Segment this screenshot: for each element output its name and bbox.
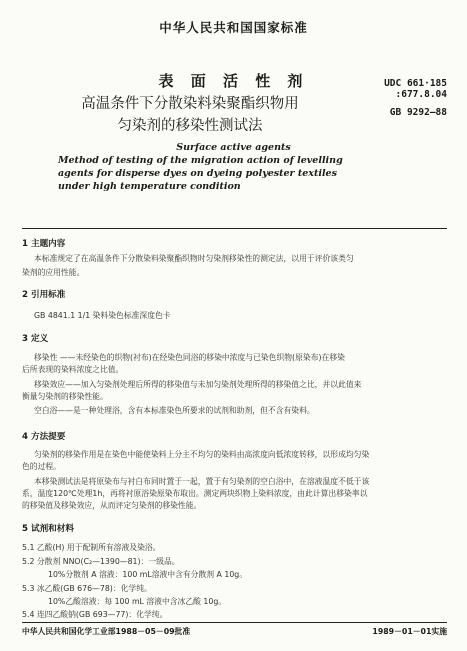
udc-code-2: :677.8.04 bbox=[395, 89, 447, 100]
section-3-para-2: 后所表现的染料浓度之比值。 bbox=[22, 365, 124, 374]
section-3-para-5: 空白浴——是一种处理浴，含有本标准染色所要求的试剂和助剂，但不含有染料。 bbox=[34, 406, 315, 415]
section-3-para-4: 衡量匀染剂的移染性能。 bbox=[22, 392, 108, 401]
section-4-para-2: 色的过程。 bbox=[22, 462, 61, 471]
section-1-title: 1 主题内容 bbox=[22, 239, 66, 249]
section-1-para-1: 本标准规定了在高温条件下分散染料染聚酯织物时匀染剂移染性的测定法，以用于评价该类匀 bbox=[34, 254, 354, 263]
title-line-2: 高温条件下分散染料染聚酯织物用 bbox=[81, 96, 299, 112]
title-line-3: 匀染剂的移染性测试法 bbox=[117, 118, 263, 134]
section-2-para-1: GB 4841.1 1/1 染料染色标准深度色卡 bbox=[34, 311, 171, 320]
udc-code: UDC 661·185 bbox=[384, 78, 447, 89]
section-5-2: 5.2 分散剂 NNO(C₂—1390—81)：一级品。 bbox=[22, 557, 180, 566]
section-4-para-3: 本移染测试法是将原染布与衬白布同时置于一起，置于有匀染剂的空白浴中，在溶液温度不低于该 bbox=[34, 477, 370, 486]
gb-code: GB 9292—88 bbox=[389, 107, 447, 118]
footer-effective: 1989－01－01实施 bbox=[372, 627, 447, 636]
title-line-1: 表 面 活 性 剂 bbox=[158, 72, 309, 90]
section-5-3b: 10%乙酸溶液：每 100 mL 溶液中含冰乙酸 10g。 bbox=[48, 597, 227, 606]
section-3-para-3: 移染效应——加入匀染剂处理后所得的移染值与未加匀染剂处理所得的移染值之比，并以此值来 bbox=[34, 380, 362, 389]
section-2-title: 2 引用标准 bbox=[22, 290, 66, 300]
section-5-1: 5.1 乙酸(H) 用于配制所有溶液及染浴。 bbox=[22, 543, 161, 552]
section-1-para-2: 染剂的应用性能。 bbox=[22, 268, 85, 277]
section-5-4: 5.4 连四乙酸钠(GB 693—77)：化学纯。 bbox=[22, 610, 168, 619]
header-org: 中华人民共和国国家标准 bbox=[159, 20, 308, 35]
footer-approval: 中华人民共和国化学工业部1988－05－09批准 bbox=[22, 627, 191, 636]
english-title-4: under high temperature condition bbox=[58, 181, 241, 192]
section-4-para-4: 系，温度120℃处理1h，再将衬原浴染原染布取出。测定两块织物上染料浓度，由此计算出移染率以 bbox=[22, 489, 368, 498]
section-3-title: 3 定义 bbox=[22, 334, 49, 344]
bottom-rule bbox=[22, 622, 447, 623]
section-3-para-1: 移染性 ——未经染色的织物(衬布)在经染色同浴的移染中浓度与已染色织物(原染布)在移染 bbox=[34, 353, 345, 362]
section-5-2b: 10%分散剂 A 溶液：100 mL溶液中含有分散剂 A 10g。 bbox=[48, 570, 248, 579]
english-title-1: Surface active agents bbox=[176, 142, 291, 153]
section-4-para-5: 的移染值及移染效应，从而评定匀染剂的移染性能。 bbox=[22, 501, 202, 510]
section-5-3: 5.3 冰乙酸(GB 676—78)：化学纯。 bbox=[22, 584, 152, 593]
english-title-2: Method of testing of the migration action of levelling bbox=[58, 155, 343, 166]
top-rule bbox=[22, 228, 447, 229]
section-5-title: 5 试剂和材料 bbox=[22, 524, 74, 534]
english-title-3: agents for disperse dyes on dyeing polyester textiles bbox=[58, 168, 337, 179]
section-4-para-1: 匀染剂的移染作用是在染色中能使染料上分主不均匀的染料由高浓度向低浓度转移，以形成均匀染 bbox=[34, 450, 370, 459]
section-4-title: 4 方法提要 bbox=[22, 432, 66, 442]
